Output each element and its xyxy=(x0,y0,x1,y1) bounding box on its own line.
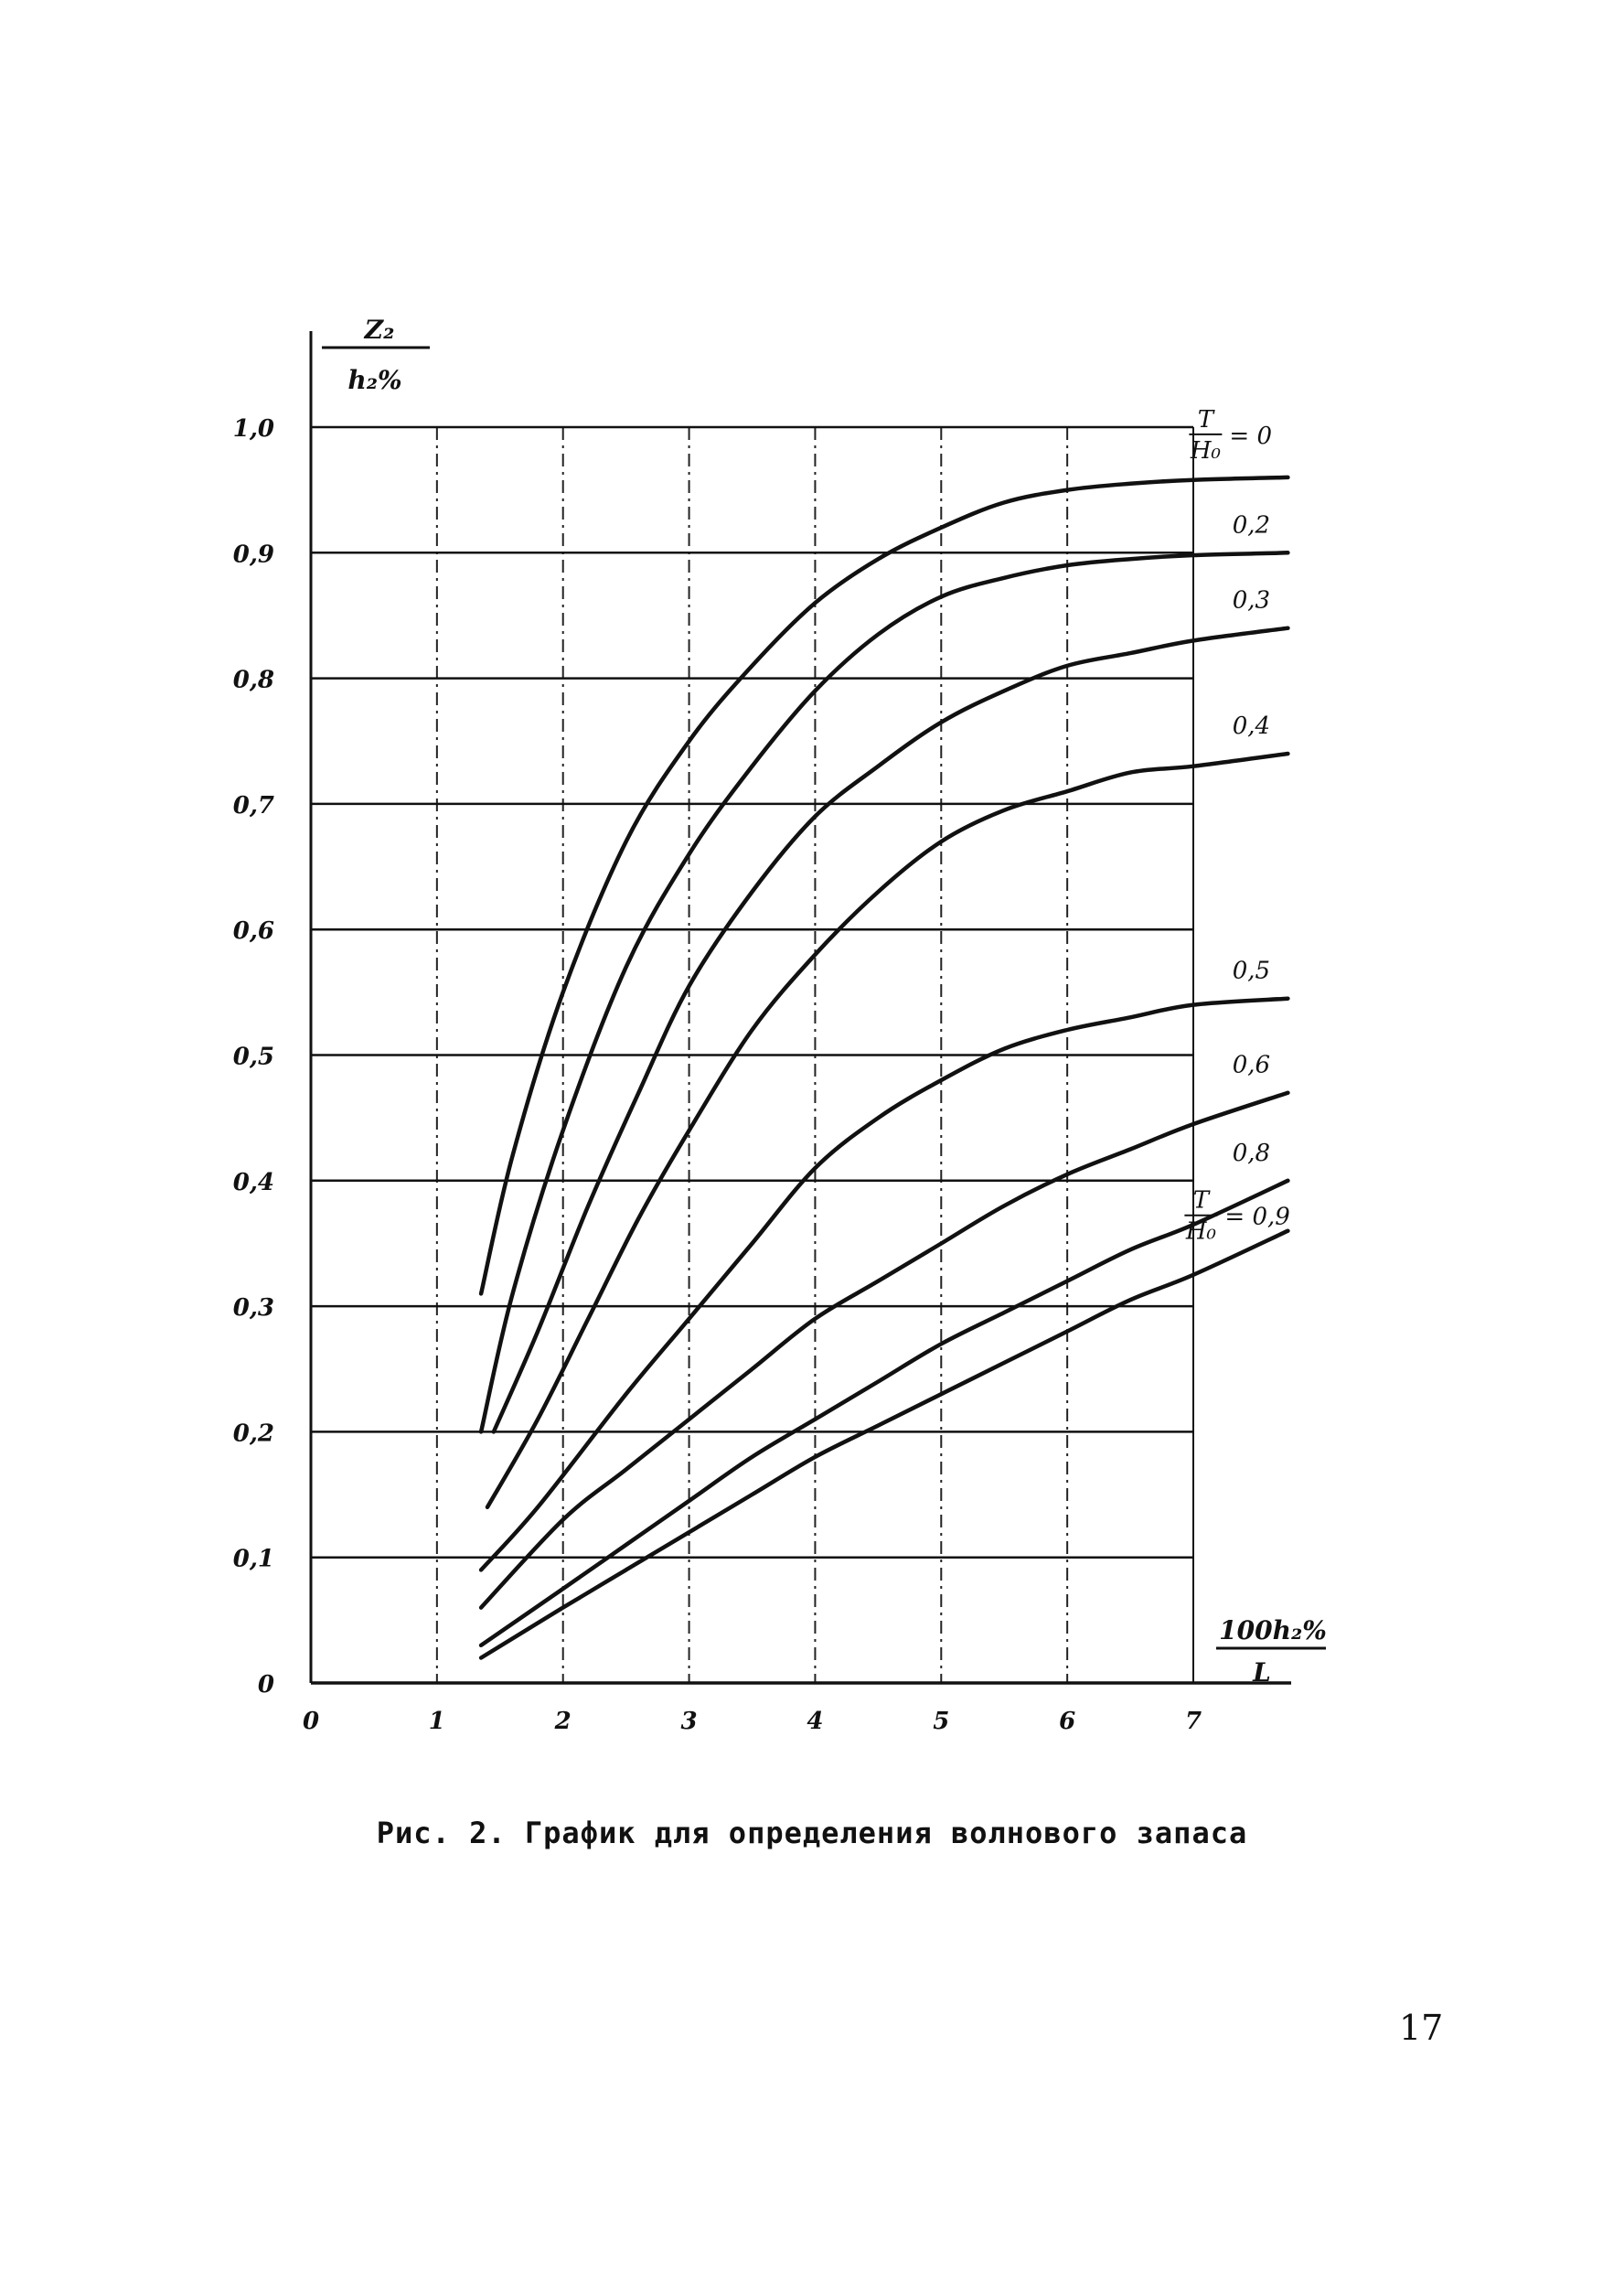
x-tick-label: 3 xyxy=(680,1708,698,1735)
x-tick-label: 7 xyxy=(1184,1708,1202,1735)
curve-label: 0,5 xyxy=(1232,957,1271,985)
x-axis-label-numerator: 100h₂% xyxy=(1219,1615,1327,1645)
x-tick-label: 4 xyxy=(807,1708,824,1735)
series-line xyxy=(481,552,1290,1431)
curve-label: 0,2 xyxy=(1232,511,1271,540)
y-tick-label: 0,9 xyxy=(232,541,274,569)
x-axis-label xyxy=(1216,1615,1327,1688)
x-tick-label: 5 xyxy=(933,1708,950,1735)
series-line xyxy=(487,754,1290,1507)
axes xyxy=(311,331,1291,1683)
y-tick-label: 0,4 xyxy=(232,1168,274,1196)
y-tick-label: 1,0 xyxy=(232,415,274,443)
y-tick-label: 0,5 xyxy=(232,1043,274,1071)
y-axis-label-denominator: h₂% xyxy=(347,365,402,395)
curve-label-fraction-numerator: T xyxy=(1197,405,1214,434)
curve-label: 0,8 xyxy=(1232,1139,1271,1167)
page-number: 17 xyxy=(1399,2008,1444,2048)
curve-label-fraction-denominator: H₀ xyxy=(1190,436,1221,465)
y-axis-label-numerator: Z₂ xyxy=(364,315,395,345)
curve-label: 0,3 xyxy=(1232,586,1271,615)
y-tick-label: 0,8 xyxy=(232,666,274,694)
x-tick-label: 6 xyxy=(1059,1708,1076,1735)
y-tick-label: 0,7 xyxy=(232,791,274,820)
y-tick-label: 0,3 xyxy=(232,1294,274,1323)
series-line xyxy=(494,628,1288,1432)
x-axis-label-denominator: L xyxy=(1253,1657,1271,1688)
tick-labels xyxy=(233,415,1202,1735)
x-tick-label: 2 xyxy=(554,1708,572,1735)
y-axis-label xyxy=(322,315,430,395)
figure-caption: Рис. 2. График для определения волнового запаса xyxy=(376,1816,1248,1850)
y-tick-label: 0,2 xyxy=(232,1420,274,1448)
curve-label-fraction-denominator: H₀ xyxy=(1185,1217,1216,1246)
curves xyxy=(481,477,1290,1658)
y-tick-label: 0 xyxy=(257,1671,274,1699)
curve-label-group xyxy=(1189,406,1272,465)
curve-label: 0,4 xyxy=(1232,712,1271,740)
curve-label: = 0 xyxy=(1229,422,1272,450)
x-tick-label: 1 xyxy=(428,1708,445,1735)
curve-label: 0,6 xyxy=(1232,1051,1271,1079)
curve-label-fraction-numerator: T xyxy=(1192,1186,1210,1215)
y-tick-label: 0,6 xyxy=(232,917,274,946)
x-tick-label: 0 xyxy=(302,1708,320,1735)
series-line xyxy=(481,1181,1290,1645)
curve-label: = 0,9 xyxy=(1224,1203,1290,1231)
y-tick-label: 0,1 xyxy=(232,1545,274,1573)
